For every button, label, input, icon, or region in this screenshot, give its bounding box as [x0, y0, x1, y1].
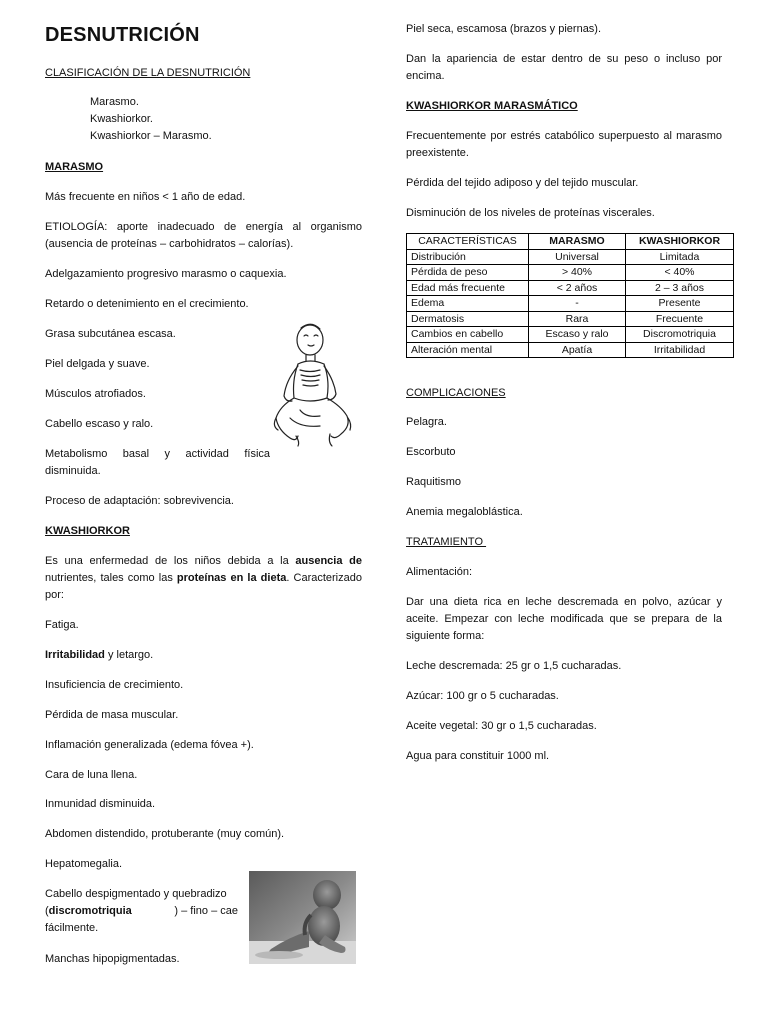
- page-title: DESNUTRICIÓN: [45, 24, 200, 46]
- paragraph: Piel delgada y suave.: [45, 358, 150, 370]
- table-row: Pérdida de peso > 40% < 40%: [407, 265, 734, 281]
- paragraph: Insuficiencia de crecimiento.: [45, 679, 184, 691]
- table-row: Cambios en cabello Escaso y ralo Discromotriquia: [407, 327, 734, 343]
- list-item: Kwashiorkor.: [90, 113, 153, 125]
- classification-heading: CLASIFICACIÓN DE LA DESNUTRICIÓN: [45, 67, 251, 79]
- table-row: Distribución Universal Limitada: [407, 249, 734, 265]
- paragraph: Piel seca, escamosa (brazos y piernas).: [406, 23, 602, 35]
- paragraph: Pérdida de masa muscular.: [45, 709, 179, 721]
- paragraph: Grasa subcutánea escasa.: [45, 328, 176, 340]
- list-item: Pelagra.: [406, 416, 447, 428]
- paragraph: Agua para constituir 1000 ml.: [406, 750, 550, 762]
- list-item: Anemia megaloblástica.: [406, 506, 523, 518]
- paragraph: Retardo o detenimiento en el crecimiento.: [45, 298, 249, 310]
- paragraph: Pérdida del tejido adiposo y del tejido muscular.: [406, 177, 639, 189]
- complicaciones-heading: COMPLICACIONES: [406, 387, 506, 399]
- paragraph: Frecuentemente por estrés catabólico superpuesto al marasmo preexistente.: [406, 130, 722, 159]
- paragraph: Manchas hipopigmentadas.: [45, 953, 180, 965]
- paragraph: Leche descremada: 25 gr o 1,5 cucharadas.: [406, 660, 622, 672]
- paragraph: Hepatomegalia.: [45, 858, 123, 870]
- paragraph: Aceite vegetal: 30 gr o 1,5 cucharadas.: [406, 720, 597, 732]
- paragraph: Más frecuente en niños < 1 año de edad.: [45, 191, 246, 203]
- paragraph: Irritabilidad y letargo.: [45, 649, 154, 661]
- list-item: Raquitismo: [406, 476, 462, 488]
- comparison-table: [406, 233, 734, 358]
- kwashiorkor-child-photo: [249, 871, 356, 964]
- list-item: Kwashiorkor – Marasmo.: [90, 130, 212, 142]
- paragraph: Inflamación generalizada (edema fóvea +).: [45, 739, 254, 751]
- marasmo-heading: MARASMO: [45, 161, 104, 173]
- paragraph: Dar una dieta rica en leche descremada en polvo, azúcar y aceite. Empezar con leche modificada que se prepara de la siguiente forma:: [406, 596, 722, 642]
- paragraph: Fatiga.: [45, 619, 79, 631]
- list-item: Marasmo.: [90, 96, 139, 108]
- paragraph: Abdomen distendido, protuberante (muy común).: [45, 828, 285, 840]
- kwashiorkor-marasmatico-heading: KWASHIORKOR MARASMÁTICO: [406, 100, 578, 112]
- classification-list: [67, 94, 327, 146]
- paragraph-cabello: Cabello despigmentado y quebradizo (discromotriquia ) – fino – cae fácilmente.: [45, 888, 238, 934]
- table-row: Dermatosis Rara Frecuente: [407, 311, 734, 327]
- table-row: Edema - Presente: [407, 296, 734, 312]
- paragraph: Proceso de adaptación: sobrevivencia.: [45, 495, 234, 507]
- kwashiorkor-intro: Es una enfermedad de los niños debida a la ausencia de nutrientes, tales como las proteínas en la dieta. Caracterizado por:: [45, 555, 362, 601]
- tratamiento-heading: TRATAMIENTO: [406, 536, 487, 548]
- paragraph: Inmunidad disminuida.: [45, 798, 156, 810]
- marasmus-child-illustration: [270, 318, 360, 450]
- column-header: KWASHIORKOR: [626, 234, 734, 250]
- paragraph: Cara de luna llena.: [45, 769, 138, 781]
- kwashiorkor-heading: KWASHIORKOR: [45, 525, 130, 537]
- paragraph: Dan la apariencia de estar dentro de su peso o incluso por encima.: [406, 53, 722, 82]
- paragraph: Azúcar: 100 gr o 5 cucharadas.: [406, 690, 559, 702]
- table-row: Edad más frecuente < 2 años 2 – 3 años: [407, 280, 734, 296]
- column-header: MARASMO: [529, 234, 626, 250]
- column-header: CARACTERÍSTICAS: [407, 234, 529, 250]
- paragraph: Metabolismo basal y actividad física disminuida.: [45, 448, 270, 477]
- paragraph: Adelgazamiento progresivo marasmo o caquexia.: [45, 268, 287, 280]
- table-row: Alteración mental Apatía Irritabilidad: [407, 342, 734, 358]
- paragraph: Disminución de los niveles de proteínas viscerales.: [406, 207, 655, 219]
- paragraph: ETIOLOGÍA: aporte inadecuado de energía al organismo (ausencia de proteínas – carbohidratos – calorías).: [45, 221, 362, 250]
- paragraph: Alimentación:: [406, 566, 473, 578]
- table-header-row: [407, 234, 734, 250]
- paragraph: Músculos atrofiados.: [45, 388, 146, 400]
- paragraph: Cabello escaso y ralo.: [45, 418, 154, 430]
- list-item: Escorbuto: [406, 446, 456, 458]
